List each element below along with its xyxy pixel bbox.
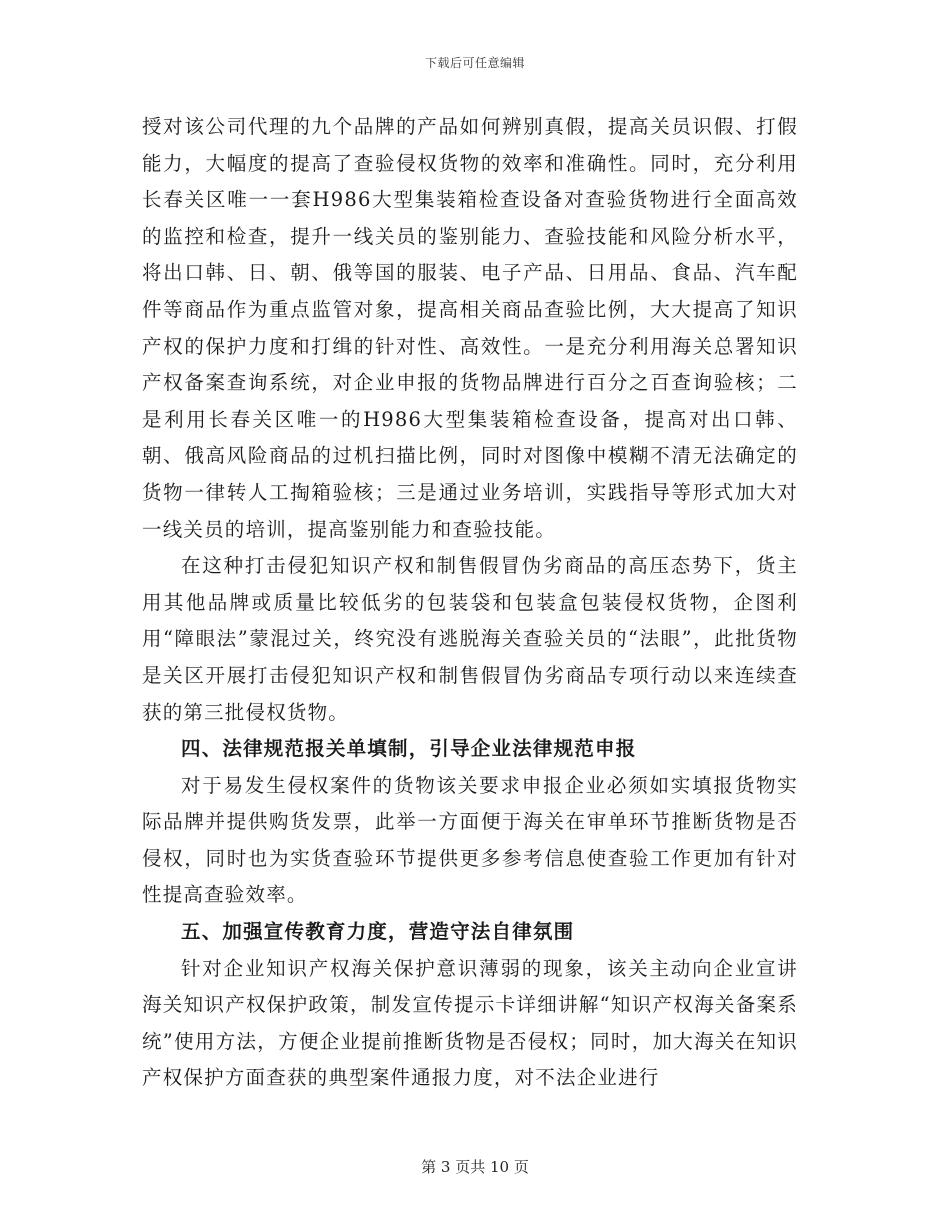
paragraph-declaration: 对于易发生侵权案件的货物该关要求申报企业必须如实填报货物实际品牌并提供购货发票，此举一方面便于海关在审单环节推断货物是否侵权，同时也为实货查验环节提供更多参考信息使查验工作更加有针对性提高查验效率。	[142, 773, 798, 907]
document-body	[142, 109, 798, 1097]
page-header: 下载后可任意编辑	[424, 56, 525, 70]
page-number: 第 3 页共 10 页	[421, 1158, 529, 1176]
section-heading-4: 四、法律规范报关单填制，引导企业法律规范申报	[181, 737, 637, 761]
paragraph-crackdown: 在这种打击侵犯知识产权和制售假冒伪劣商品的高压态势下，货主用其他品牌或质量比较低劣的包装袋和包装盒包装侵权货物，企图利用“障眼法”蒙混过关，终究没有逃脱海关查验关员的“法眼”，此批货物是关区开展打击侵犯知识产权和制售假冒伪劣商品专项行动以来连续查获的第三批侵权货物。	[142, 554, 798, 724]
paragraph-publicity: 针对企业知识产权海关保护意识薄弱的现象，该关主动向企业宣讲海关知识产权保护政策，制发宣传提示卡详细讲解“知识产权海关备案系统”使用方法，方便企业提前推断货物是否侵权；同时，加大海关在知识产权保护方面查获的典型案件通报力度，对不法企业进行	[142, 956, 798, 1090]
paragraph-continuation: 授对该公司代理的九个品牌的产品如何辨别真假，提高关员识假、打假能力，大幅度的提高了查验侵权货物的效率和准确性。同时，充分利用长春关区唯一一套H986大型集装箱检查设备对查验货物进行全面高效的监控和检查，提升一线关员的鉴别能力、查验技能和风险分析水平，将出口韩、日、朝、俄等国的服装、电子产品、日用品、食品、汽车配件等商品作为重点监管对象，提高相关商品查验比例，大大提高了知识产权的保护力度和打缉的针对性、高效性。一是充分利用海关总署知识产权备案查询系统，对企业申报的货物品牌进行百分之百查询验核；二是利用长春关区唯一的H986大型集装箱检查设备，提高对出口韩、朝、俄高风险商品的过机扫描比例，同时对图像中模糊不清无法确定的货物一律转人工掏箱验核；三是通过业务培训，实践指导等形式加大对一线关员的培训，提高鉴别能力和查验技能。	[142, 115, 798, 541]
section-heading-5: 五、加强宣传教育力度，营造守法自律氛围	[181, 920, 575, 944]
